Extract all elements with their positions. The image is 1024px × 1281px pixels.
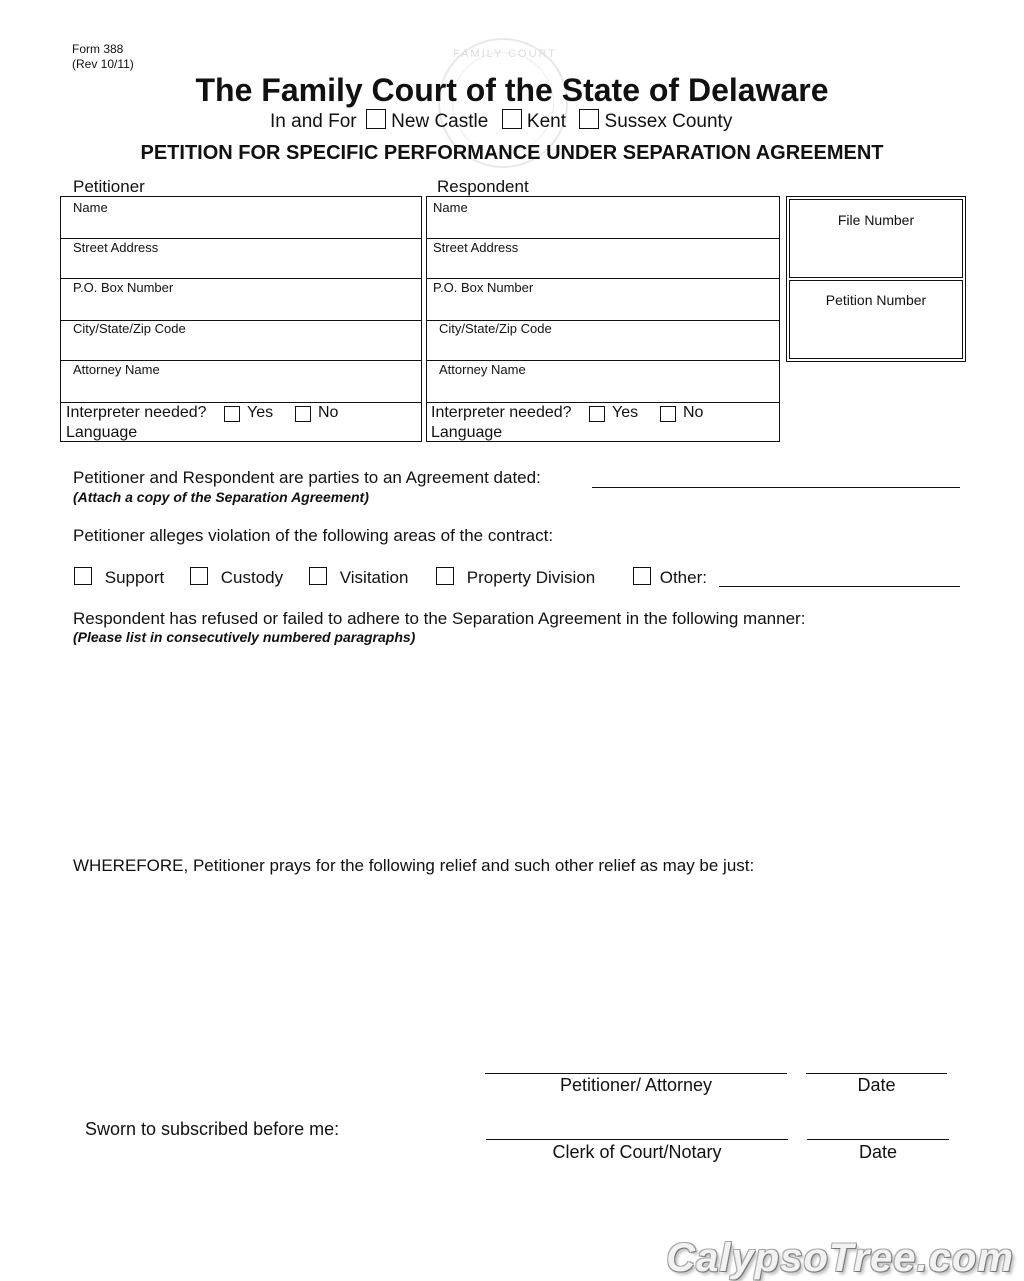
relief-details-area[interactable] xyxy=(73,882,963,1052)
respondent-interpreter-row xyxy=(427,403,779,443)
support-checkbox[interactable] xyxy=(74,567,92,585)
in-and-for-label: In and For xyxy=(270,111,357,132)
kent-checkbox[interactable] xyxy=(502,109,522,129)
agreement-text: Petitioner and Respondent are parties to an Agreement dated: xyxy=(73,468,541,487)
area-support xyxy=(74,567,164,588)
form-revision: (Rev 10/11) xyxy=(72,57,134,71)
other-checkbox[interactable] xyxy=(633,567,651,585)
file-number-field[interactable] xyxy=(789,199,963,278)
petitioner-yes-label: Yes xyxy=(247,404,274,421)
notary-date-label: Date xyxy=(858,1142,898,1162)
sussex-checkbox[interactable] xyxy=(579,109,599,129)
sworn-text: Sworn to subscribed before me: xyxy=(85,1119,340,1139)
petitioner-attorney-label: Petitioner/ Attorney xyxy=(559,1075,713,1095)
area-other xyxy=(633,567,707,588)
clerk-notary-label: Clerk of Court/Notary xyxy=(552,1142,722,1162)
petitioner-name-label: Name xyxy=(73,200,108,215)
petitioner-name-field[interactable] xyxy=(61,197,421,239)
respondent-pobox-label: P.O. Box Number xyxy=(433,280,534,295)
respondent-name-field[interactable] xyxy=(427,197,779,239)
petitioner-pobox-field[interactable] xyxy=(61,279,421,321)
visitation-label: Visitation xyxy=(339,568,409,587)
refused-note: (Please list in consecutively numbered paragraphs) xyxy=(73,629,416,645)
respondent-no-label: No xyxy=(683,404,704,421)
refused-text: Respondent has refused or failed to adhere to the Separation Agreement in the following manner: xyxy=(73,609,806,628)
respondent-yes-label: Yes xyxy=(612,404,639,421)
petitioner-interpreter-label: Interpreter needed? xyxy=(66,404,207,421)
sussex-label: Sussex County xyxy=(604,111,733,132)
visitation-checkbox[interactable] xyxy=(309,567,327,585)
petitioner-interpreter-row xyxy=(61,403,421,443)
county-selector xyxy=(270,109,732,133)
alleges-text: Petitioner alleges violation of the following areas of the contract: xyxy=(73,526,554,545)
petitioner-street-label: Street Address xyxy=(73,240,159,255)
respondent-interpreter-no-checkbox[interactable] xyxy=(660,406,676,422)
respondent-interpreter-yes-checkbox[interactable] xyxy=(589,406,605,422)
property-division-checkbox[interactable] xyxy=(436,567,454,585)
petitioner-interpreter-yes-checkbox[interactable] xyxy=(224,406,240,422)
petitioner-attorney-field[interactable] xyxy=(61,361,421,403)
petitioner-date-label: Date xyxy=(857,1075,896,1095)
respondent-name-label: Name xyxy=(433,200,468,215)
respondent-city-field[interactable] xyxy=(427,321,779,361)
respondent-pobox-field[interactable] xyxy=(427,279,779,321)
refused-details-area[interactable] xyxy=(73,652,963,842)
area-custody xyxy=(190,567,283,588)
seal-text: FAMILY COURT xyxy=(452,48,558,60)
property-division-label: Property Division xyxy=(466,568,596,587)
respondent-interpreter-label: Interpreter needed? xyxy=(431,404,572,421)
petitioner-street-field[interactable] xyxy=(61,239,421,279)
petitioner-pobox-label: P.O. Box Number xyxy=(73,280,174,295)
respondent-heading: Respondent xyxy=(437,177,529,196)
area-visitation xyxy=(309,567,408,588)
petition-number-label: Petition Number xyxy=(825,292,927,308)
watermark: CalypsoTree.com xyxy=(666,1236,1014,1280)
form-number: Form 388 xyxy=(72,42,124,56)
notary-date-line[interactable] xyxy=(807,1139,949,1140)
petitioner-city-field[interactable] xyxy=(61,321,421,361)
petitioner-heading: Petitioner xyxy=(73,177,145,196)
petition-title: PETITION FOR SPECIFIC PERFORMANCE UNDER SEPARATION AGREEMENT xyxy=(140,142,884,164)
petitioner-box xyxy=(60,196,422,442)
respondent-attorney-field[interactable] xyxy=(427,361,779,403)
petitioner-interpreter-no-checkbox[interactable] xyxy=(295,406,311,422)
area-property-division xyxy=(436,567,595,588)
custody-checkbox[interactable] xyxy=(190,567,208,585)
agreement-note: (Attach a copy of the Separation Agreement) xyxy=(73,489,369,505)
petitioner-date-line[interactable] xyxy=(806,1073,947,1074)
petitioner-signature-line[interactable] xyxy=(485,1073,787,1074)
respondent-box xyxy=(426,196,780,442)
respondent-street-label: Street Address xyxy=(433,240,519,255)
other-line[interactable] xyxy=(719,586,960,587)
new-castle-checkbox[interactable] xyxy=(366,109,386,129)
custody-label: Custody xyxy=(220,568,284,587)
respondent-city-label: City/State/Zip Code xyxy=(439,321,552,336)
petitioner-no-label: No xyxy=(318,404,339,421)
wherefore-text: WHEREFORE, Petitioner prays for the following relief and such other relief as may be just: xyxy=(73,856,755,875)
petitioner-city-label: City/State/Zip Code xyxy=(73,321,186,336)
respondent-attorney-label: Attorney Name xyxy=(439,362,526,377)
petitioner-language-label: Language xyxy=(66,424,138,441)
kent-label: Kent xyxy=(526,111,566,132)
file-number-box xyxy=(786,196,966,362)
court-title: The Family Court of the State of Delaware xyxy=(195,72,829,108)
support-label: Support xyxy=(104,568,165,587)
respondent-language-label: Language xyxy=(431,424,503,441)
agreement-date-line[interactable] xyxy=(592,487,960,488)
other-label: Other: xyxy=(659,568,707,587)
notary-signature-line[interactable] xyxy=(486,1139,788,1140)
file-number-label: File Number xyxy=(837,212,915,228)
new-castle-label: New Castle xyxy=(391,111,489,132)
respondent-street-field[interactable] xyxy=(427,239,779,279)
petition-number-field[interactable] xyxy=(789,280,963,359)
petitioner-attorney-label: Attorney Name xyxy=(73,362,160,377)
